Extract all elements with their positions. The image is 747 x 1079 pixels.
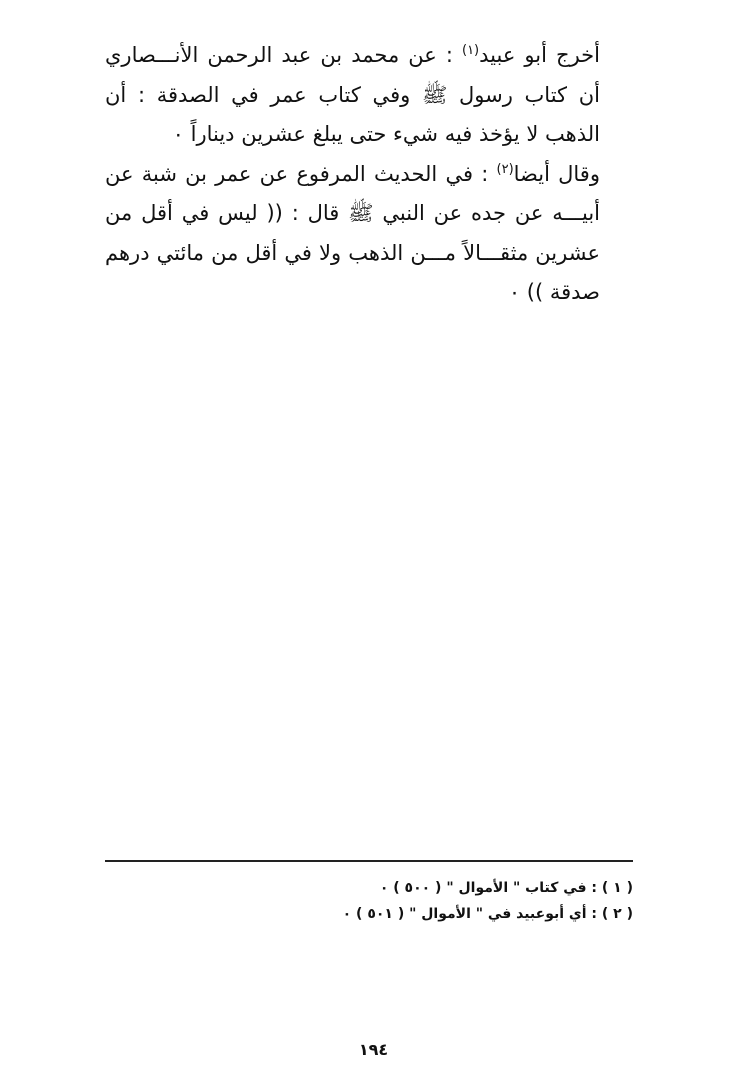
footnote-ref-1: (١) <box>461 43 480 58</box>
page-number: ١٩٤ <box>358 1040 389 1059</box>
paragraph-1-start: أخرج أبو عبيد <box>479 43 600 67</box>
paragraph-2-start: وقال أيضا <box>513 161 600 186</box>
footnotes-section <box>105 875 633 927</box>
paragraph-2-rest: : في الحديث المرفوع عن عمر بن شبة عن أبيـــه عن جده عن النبي ﷺ قال : (( ليس في أقل من عشرين مثقـــالاً مـــن الذهب ولا في أقل من مائتي درهم صدقة )) ٠ <box>105 161 600 304</box>
footnote-2: ( ٢ ) : أي أبوعبيد في " الأموال " ( ٥٠١ ) ٠ <box>342 906 633 922</box>
footnote-ref-2: (٢) <box>496 161 514 177</box>
main-text <box>105 36 645 313</box>
paragraph-2 <box>105 155 645 313</box>
footnote-1: ( ١ ) : في كتاب " الأموال " ( ٥٠٠ ) ٠ <box>379 880 633 896</box>
paragraph-1-rest: : عن محمد بن عبد الرحمن الأنـــصاري أن كتاب رسول ﷺ وفي كتاب عمر في الصدقة : أن الذهب لا يؤخذ فيه شيء حتى يبلغ عشرين ديناراً ٠ <box>105 43 600 146</box>
footnote-divider <box>105 860 633 862</box>
paragraph-1 <box>105 36 645 155</box>
